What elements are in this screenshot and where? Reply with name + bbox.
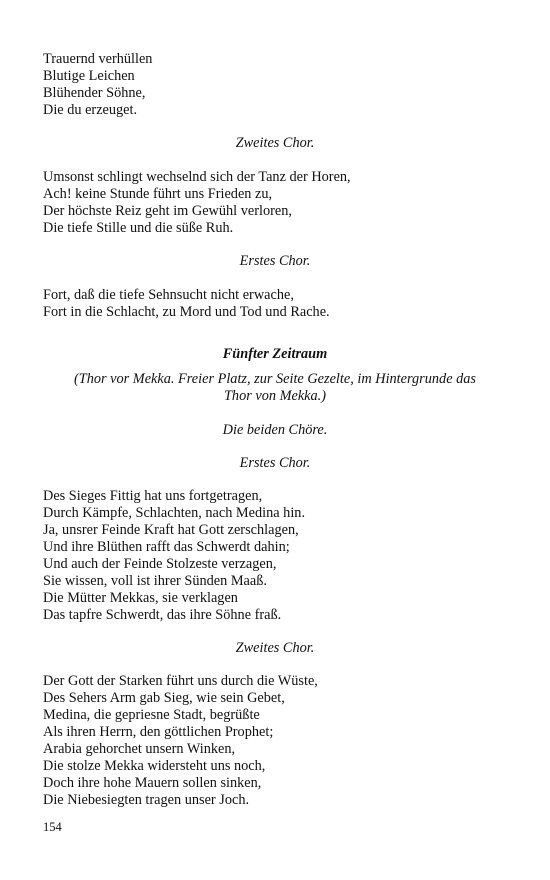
verse-line: Die du erzeuget. — [43, 102, 138, 118]
verse-line: Medina, die gepriesne Stadt, begrüßte — [43, 707, 260, 723]
stanza-2 — [43, 169, 507, 237]
verse-line: Der Gott der Starken führt uns durch die Wüste, — [43, 673, 318, 689]
verse-line: Blutige Leichen — [43, 68, 135, 84]
stanza-3 — [43, 287, 507, 321]
verse-line: Und ihre Blüthen rafft das Schwerdt dahin; — [43, 539, 290, 555]
stage-direction-line: Thor von Mekka.) — [223, 388, 327, 404]
verse-line: Blühender Söhne, — [43, 85, 146, 101]
stage-direction — [43, 371, 507, 405]
stanza-5 — [43, 673, 507, 809]
section-title: Fünfter Zeitraum — [222, 346, 328, 362]
stage-direction-line: (Thor vor Mekka. Freier Platz, zur Seite Gezelte, im Hintergrunde das — [74, 371, 476, 387]
verse-line: Des Sieges Fittig hat uns fortgetragen, — [43, 488, 263, 504]
speaker-heading: Erstes Chor. — [239, 253, 311, 269]
speaker-heading: Zweites Chor. — [235, 640, 315, 656]
verse-line: Das tapfre Schwerdt, das ihre Söhne fraß. — [43, 607, 282, 623]
verse-line: Der höchste Reiz geht im Gewühl verloren, — [43, 203, 292, 219]
page-number: 154 — [43, 820, 62, 834]
verse-line: Fort, daß die tiefe Sehnsucht nicht erwache, — [43, 287, 294, 303]
verse-line: Die stolze Mekka widersteht uns noch, — [43, 758, 266, 774]
speaker-heading: Zweites Chor. — [235, 135, 315, 151]
stanza-4 — [43, 488, 507, 624]
verse-line: Doch ihre hohe Mauern sollen sinken, — [43, 775, 262, 791]
verse-line: Trauernd verhüllen — [43, 51, 153, 67]
speaker-heading: Erstes Chor. — [239, 455, 311, 471]
verse-line: Durch Kämpfe, Schlachten, nach Medina hin. — [43, 505, 306, 521]
verse-line: Fort in die Schlacht, zu Mord und Tod und Rache. — [43, 304, 330, 320]
verse-line: Umsonst schlingt wechselnd sich der Tanz der Horen, — [43, 169, 351, 185]
verse-line: Die Mütter Mekkas, sie verklagen — [43, 590, 238, 606]
verse-line: Die tiefe Stille und die süße Ruh. — [43, 220, 234, 236]
verse-line: Und auch der Feinde Stolzeste verzagen, — [43, 556, 277, 572]
verse-line: Des Sehers Arm gab Sieg, wie sein Gebet, — [43, 690, 285, 706]
verse-line: Ach! keine Stunde führt uns Frieden zu, — [43, 186, 273, 202]
verse-line: Sie wissen, voll ist ihrer Sünden Maaß. — [43, 573, 267, 589]
stanza-1 — [43, 51, 507, 119]
verse-line: Als ihren Herrn, den göttlichen Prophet; — [43, 724, 274, 740]
verse-line: Ja, unsrer Feinde Kraft hat Gott zerschlagen, — [43, 522, 299, 538]
verse-line: Arabia gehorchet unsern Winken, — [43, 741, 236, 757]
verse-line: Die Niebesiegten tragen unser Joch. — [43, 792, 250, 808]
speaker-heading: Die beiden Chöre. — [222, 422, 328, 438]
